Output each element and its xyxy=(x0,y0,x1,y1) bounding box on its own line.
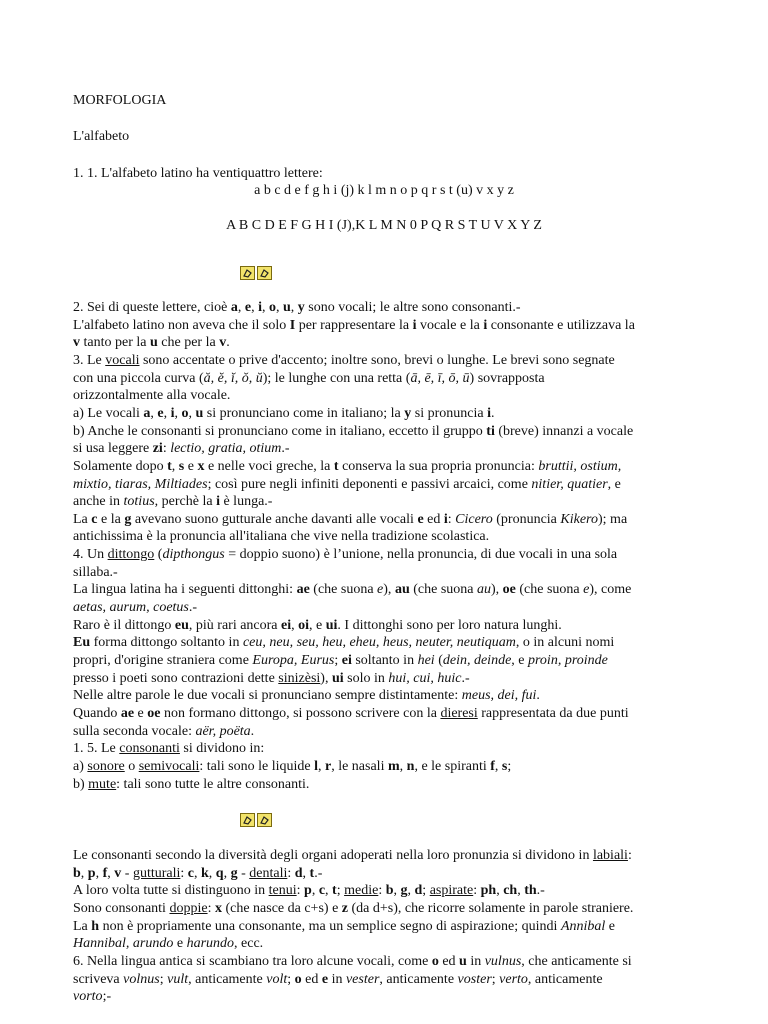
text-line: anche in totius, perchè la i è lunga.- xyxy=(73,494,273,510)
text-line: La c e la g avevano suono gutturale anche davanti alle vocali e ed i: Cicero (pronuncia Kikero); ma xyxy=(73,511,628,527)
text-line: antichissima è la pronuncia all'italiana che vive nella tradizione scolastica. xyxy=(73,529,490,545)
text-line: La lingua latina ha i seguenti dittonghi: ae (che suona e), au (che suona au), oe (che suona e), come xyxy=(73,582,632,598)
text-line: 6. Nella lingua antica si scambiano tra loro alcune vocali, come o ed u in vulnus, che anticamente si xyxy=(73,953,632,969)
text-line: La h non è propriamente una consonante, ma un semplice segno di aspirazione; quindi Annibal e xyxy=(73,918,615,934)
text-line: v tanto per la u che per la v. xyxy=(73,335,230,351)
alphabet-lowercase: a b c d e f g h i (j) k l m n o p q r s t (u) v x y z xyxy=(254,183,514,198)
text-line: Le consonanti secondo la diversità degli organi adoperati nella loro pronunzia si dividono in labiali: xyxy=(73,848,632,863)
text-line: A loro volta tutte si distinguono in tenui: p, c, t; medie: b, g, d; aspirate: ph, ch, th.- xyxy=(73,883,545,899)
text-line: a) Le vocali a, e, i, o, u si pronunciano come in italiano; la y si pronuncia i. xyxy=(73,405,495,421)
text-line: 4. Un dittongo (dipthongus = doppio suono) è l’unione, nella pronuncia, di due vocali in una sola xyxy=(73,547,618,563)
section-title: L'alfabeto xyxy=(73,129,130,144)
text-line: Raro è il dittongo eu, più rari ancora ei, oi, e ui. I dittonghi sono per loro natura lunghi. xyxy=(73,617,562,633)
text-line: con una piccola curva (ă, ĕ, ĭ, ŏ, ŭ); le lunghe con una retta (ā, ē, ī, ō, ū) sovrapposta xyxy=(73,370,545,386)
text-line: L'alfabeto latino non aveva che il solo I per rappresentare la i vocale e la i consonante e utilizzava la xyxy=(73,317,635,333)
text-line: Nelle altre parole le due vocali si pronunciano sempre distintamente: meus, dei, fui. xyxy=(73,688,540,704)
text-line: b, p, f, v - gutturali: c, k, q, g - dentali: d, t.- xyxy=(73,865,323,881)
page-link-icons-2[interactable] xyxy=(240,813,274,829)
alphabet-uppercase: A B C D E F G H I (J),K L M N 0 P Q R S T U V X Y Z xyxy=(226,218,542,233)
paragraph-intro: 1. 1. L'alfabeto latino ha ventiquattro lettere: xyxy=(73,166,323,181)
text-line: vorto;- xyxy=(73,989,112,1005)
text-line: a) sonore o semivocali: tali sono le liquide l, r, le nasali m, n, e le spiranti f, s; xyxy=(73,758,512,774)
text-line: 3. Le vocali sono accentate o prive d'accento; inoltre sono, brevi o lunghe. Le brevi sono segnate xyxy=(73,352,615,368)
text-line: mixtio, tiaras, Miltiades; così pure negli infiniti deponenti e passivi arcaici, come nitier, quatier, e xyxy=(73,476,621,492)
text-line: Solamente dopo t, s e x e nelle voci greche, la t conserva la sua propria pronuncia: bruttii, ostium, xyxy=(73,458,622,474)
text-line: Eu forma dittongo soltanto in ceu, neu, seu, heu, eheu, heus, neuter, neutiquam, o in alcuni nomi xyxy=(73,635,615,651)
page-link-icon[interactable] xyxy=(240,813,255,827)
text-line: 2. Sei di queste lettere, cioè a, e, i, o, u, y sono vocali; le altre sono consonanti.- xyxy=(73,300,521,315)
text-line: orizzontalmente alla vocale. xyxy=(73,388,231,404)
page-link-icon[interactable] xyxy=(257,266,272,280)
text-line: aetas, aurum, coetus.- xyxy=(73,600,198,616)
page-link-icon[interactable] xyxy=(257,813,272,827)
text-line: 1. 5. Le consonanti si dividono in: xyxy=(73,741,265,757)
text-line: presso i poeti sono contrazioni dette sinizèsi), ui solo in hui, cui, huic.- xyxy=(73,670,470,686)
page-heading: MORFOLOGIA xyxy=(73,93,167,108)
page-link-icon[interactable] xyxy=(240,266,255,280)
text-line: b) Anche le consonanti si pronunciano come in italiano, eccetto il gruppo ti (breve) innanzi a vocale xyxy=(73,423,634,439)
text-line: b) mute: tali sono tutte le altre consonanti. xyxy=(73,776,310,792)
text-line: Hannibal, arundo e harundo, ecc. xyxy=(73,936,264,952)
text-line: Sono consonanti doppie: x (che nasce da c+s) e z (da d+s), che ricorre solamente in parole straniere. xyxy=(73,900,634,916)
text-line: scriveva volnus; vult, anticamente volt; o ed e in vester, anticamente voster; verto, anticamente xyxy=(73,971,603,987)
text-line: sulla seconda vocale: aër, poëta. xyxy=(73,723,255,739)
text-line: Quando ae e oe non formano dittongo, si possono scrivere con la dieresi rappresentata da due punti xyxy=(73,705,629,721)
text-line: propri, d'origine straniera come Europa, Eurus; ei soltanto in hei (dein, deinde, e proin, proinde xyxy=(73,653,608,668)
text-line: sillaba.- xyxy=(73,564,118,580)
page-link-icons[interactable] xyxy=(240,266,274,282)
text-line: si usa leggere zi: lectio, gratia, otium.- xyxy=(73,441,290,457)
